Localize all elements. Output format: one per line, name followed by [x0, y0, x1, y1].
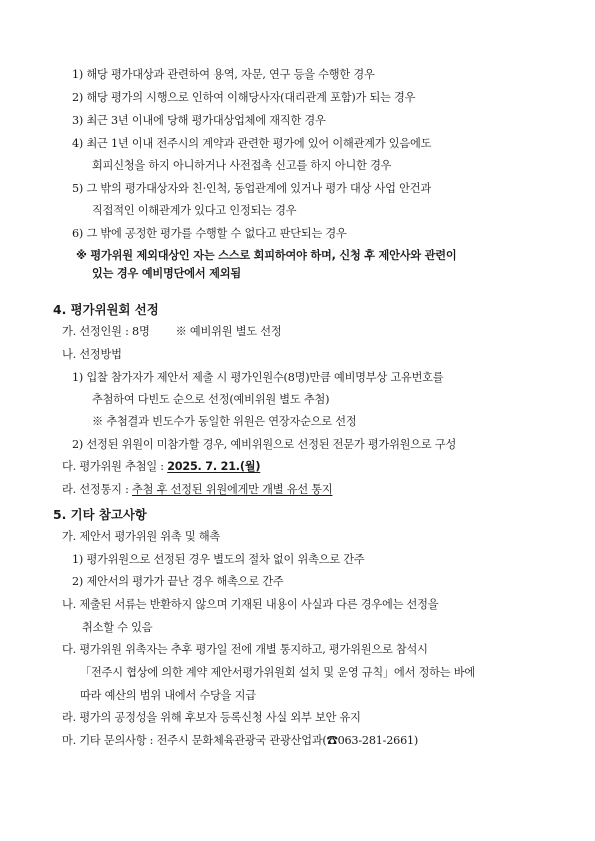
exclusion-item-4-cont: 회피신청을 하지 아니하거나 사전접촉 신고를 하지 아니한 경우 [92, 159, 392, 172]
ref-item-na-cont: 취소할 수 있음 [82, 621, 153, 634]
section-4-heading: 4. 평가위원회 선정 [53, 302, 159, 317]
selection-count [62, 324, 281, 340]
selection-notice-value: 추첨 후 선정된 위원에게만 개별 유선 통지 [132, 483, 333, 496]
ref-item-da: 다. 평가위원 위촉자는 추후 평가일 전에 개별 통지하고, 평가위원으로 참석시 [62, 643, 428, 656]
method-item-1-cont: 추첨하여 다빈도 순으로 선정(예비위원 별도 추첨) [92, 393, 330, 406]
method-item-1-note: ※ 추첨결과 빈도수가 동일한 위원은 연장자순으로 선정 [92, 415, 357, 428]
reserve-note: ※ 예비위원 별도 선정 [175, 325, 282, 338]
section-5-heading: 5. 기타 참고사항 [53, 507, 147, 522]
selection-notice [62, 482, 333, 498]
ref-item-ga-1: 1) 평가위원으로 선정된 경우 별도의 절차 없이 위촉으로 간주 [72, 553, 365, 566]
exclusion-item-4: 4) 최근 1년 이내 전주시의 계약과 관련한 평가에 있어 이해관계가 있음에도 [72, 137, 432, 150]
ref-item-da-cont-1: 「전주시 협상에 의한 계약 제안서평가위원회 설치 및 운영 규칙」에서 정하는 바에 [80, 666, 475, 679]
draw-date-label: 다. 평가위원 추첨일 : [62, 460, 168, 473]
exclusion-item-1: 1) 해당 평가대상과 관련하여 용역, 자문, 연구 등을 수행한 경우 [72, 68, 375, 81]
exclusion-item-5: 5) 그 밖의 평가대상자와 친·인척, 동업관계에 있거나 평가 대상 사업 안건과 [72, 182, 431, 195]
draw-date [62, 459, 260, 475]
method-item-1: 1) 입찰 참가자가 제안서 제출 시 평가인원수(8명)만큼 예비명부상 고유번호를 [72, 371, 444, 384]
selection-notice-label: 라. 선정통지 : [62, 483, 133, 496]
exclusion-note: ※ 평가위원 제외대상인 자는 스스로 회피하여야 하며, 신청 후 제안사와 관련이 [76, 249, 457, 262]
ref-item-ga-2: 2) 제안서의 평가가 끝난 경우 해촉으로 간주 [72, 575, 284, 588]
exclusion-item-6: 6) 그 밖에 공정한 평가를 수행할 수 없다고 판단되는 경우 [72, 227, 347, 240]
exclusion-item-3: 3) 최근 3년 이내에 당해 평가대상업체에 재직한 경우 [72, 114, 326, 127]
method-item-2: 2) 선정된 위원이 미참가할 경우, 예비위원으로 선정된 전문가 평가위원으로 구성 [72, 438, 457, 451]
ref-item-da-cont-2: 따라 예산의 범위 내에서 수당을 지급 [80, 689, 256, 702]
selection-count-label: 가. 선정인원 : 8명 [62, 325, 150, 338]
selection-method: 나. 선정방법 [62, 348, 122, 361]
exclusion-item-5-cont: 직접적인 이해관계가 있다고 인정되는 경우 [92, 204, 297, 217]
draw-date-value: 2025. 7. 21.(월) [167, 460, 261, 473]
ref-item-ma: 마. 기타 문의사항 : 전주시 문화체육관광국 관광산업과(☎063-281-2661) [62, 734, 419, 747]
ref-item-ga: 가. 제안서 평가위원 위촉 및 해촉 [62, 530, 221, 543]
exclusion-item-2: 2) 해당 평가의 시행으로 인하여 이해당사자(대리관계 포함)가 되는 경우 [72, 91, 416, 104]
exclusion-note-cont: 있는 경우 예비명단에서 제외됨 [92, 267, 241, 280]
ref-item-na: 나. 제출된 서류는 반환하지 않으며 기재된 내용이 사실과 다른 경우에는 선정을 [62, 598, 439, 611]
ref-item-ra: 라. 평가의 공정성을 위해 후보자 등록신청 사실 외부 보안 유지 [62, 711, 361, 724]
